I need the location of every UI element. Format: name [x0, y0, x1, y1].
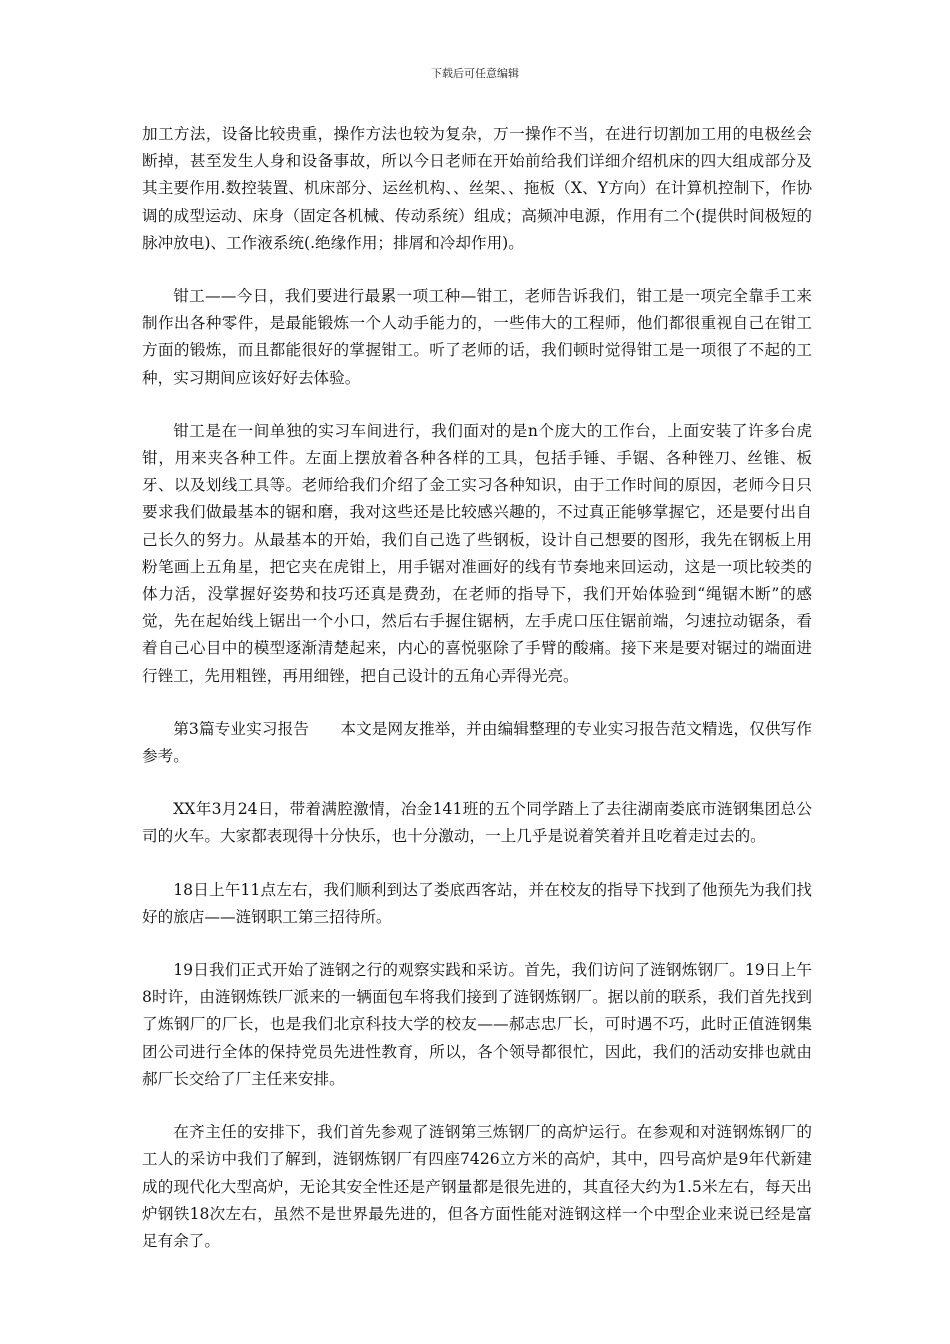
paragraph-edm-intro: 加工方法，设备比较贵重，操作方法也较为复杂，万一操作不当，在进行切割加工用的电极丝会断掉，甚至发生人身和设备事故，所以今日老师在开始前给我们详细介绍机床的四大组成部分及其主要作用.数控装置、机床部分、运丝机构、、丝架、、拖板（X、Y方向）在计算机控制下，作协调的成型运动、床身（固定各机械、传动系统）组成；高频冲电源，作用有二个(提供时间极短的脉冲放电)、工作液系统(.绝缘作用；排屑和冷却作用)。: [142, 125, 812, 252]
section-heading-paragraph: [142, 716, 812, 770]
header-note: 下载后可任意编辑: [431, 67, 519, 80]
document-body: [142, 121, 812, 1281]
section-heading: 第3篇专业实习报告: [173, 719, 310, 738]
paragraph-departure: XX年3月24日，带着满腔激情，冶金141班的五个同学踏上了去往湖南娄底市涟钢集团总公司的火车。大家都表现得十分快乐，也十分激动，一上几乎是说着笑着并且吃着走过去的。: [142, 800, 812, 846]
paragraph-fitter-intro: 钳工——今日，我们要进行最累一项工种—钳工，老师告诉我们，钳工是一项完全靠手工来制作出各种零件，是最能锻炼一个人动手能力的，一些伟大的工程师，他们都很重视自己在钳工方面的锻炼，而且都能很好的掌握钳工。听了老师的话，我们顿时觉得钳工是一项很了不起的工种，实习期间应该好好去体验。: [142, 287, 812, 387]
paragraph-fitter-workshop: 钳工是在一间单独的实习车间进行，我们面对的是n个庞大的工作台，上面安装了许多台虎钳，用来夹各种工件。左面上摆放着各种各样的工具，包括手锤、手锯、各种锉刀、丝锥、板牙、以及划线工具等。老师给我们介绍了金工实习各种知识，由于工作时间的原因，老师今日只要求我们做最基本的锯和磨，我对这些还是比较感兴趣的，不过真正能够掌握它，还是要付出自己长久的努力。从最基本的开始，我们自己选了些钢板，设计自己想要的图形，我先在钢板上用粉笔画上五角星，把它夹在虎钳上，用手锯对准画好的线有节奏地来回运动，这是一项比较类的体力活，没掌握好姿势和技巧还真是费劲，在老师的指导下，我们开始体验到“绳锯木断”的感觉，先在起始线上锯出一个小口，然后右手握住锯柄，左手虎口压住锯前端，匀速拉动锯条，看着自己心目中的模型逐渐清楚起来，内心的喜悦驱除了手臂的酸痛。接下来是要对锯过的端面进行锉工，先用粗锉，再用细锉，把自己设计的五角心弄得光亮。: [142, 421, 812, 685]
paragraph-blast-furnace: 在齐主任的安排下，我们首先参观了涟钢第三炼钢厂的高炉运行。在参观和对涟钢炼钢厂的工人的采访中我们了解到，涟钢炼钢厂有四座7426立方米的高炉，其中，四号高炉是9年代新建成的现代化大型高炉，无论其安全性还是产钢量都是很先进的，其直径大约为1.5米左右，每天出炉钢铁18次左右，虽然不是世界最先进的，但各方面性能对涟钢这样一个中型企业来说已经是富足有余了。: [142, 1123, 812, 1250]
paragraph-arrival: 18日上午11点左右，我们顺利到达了娄底西客站，并在校友的指导下找到了他预先为我们找好的旅店——涟钢职工第三招待所。: [142, 880, 812, 926]
paragraph-visit: 19日我们正式开始了涟钢之行的观察实践和采访。首先，我们访问了涟钢炼钢厂。19日上午8时许，由涟钢炼铁厂派来的一辆面包车将我们接到了涟钢炼钢厂。据以前的联系，我们首先找到了炼钢厂的厂长，也是我们北京科技大学的校友——郝志忠厂长，可时遇不巧，此时正值涟钢集团公司进行全体的保持党员先进性教育，所以，各个领导都很忙，因此，我们的活动安排也就由郝厂长交给了厂主任来安排。: [142, 961, 812, 1088]
section-intro: 本文是网友推举，并由编辑整理的专业实习报告范文精选，仅供写作参考。: [142, 719, 812, 766]
